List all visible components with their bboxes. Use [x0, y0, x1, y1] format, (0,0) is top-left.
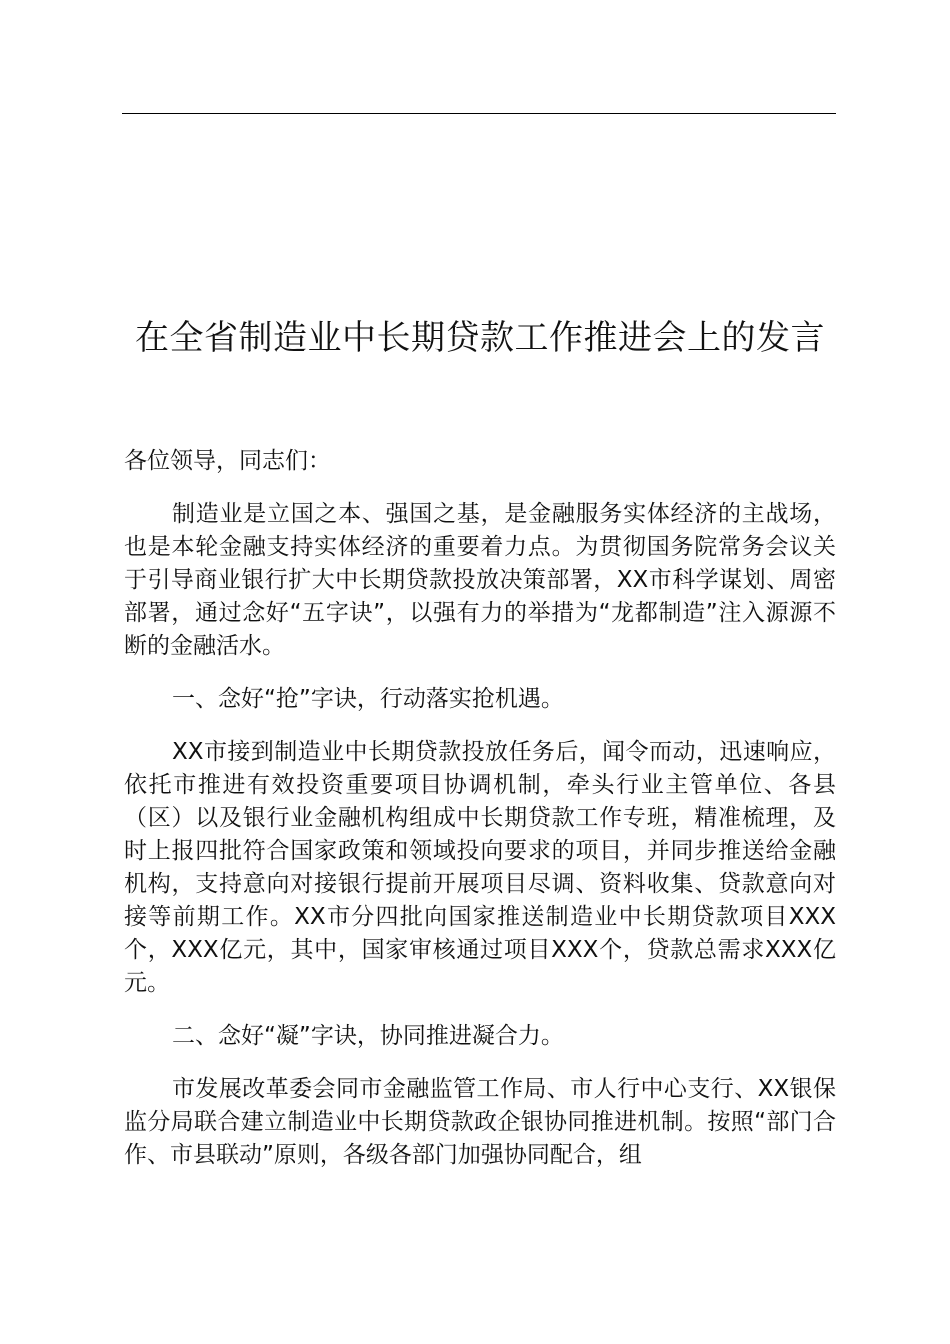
document-body — [124, 446, 836, 1172]
section-paragraph-1: XX市接到制造业中长期贷款投放任务后，闻令而动，迅速响应，依托市推进有效投资重要项目协调机制，牵头行业主管单位、各县（区）以及银行业金融机构组成中长期贷款工作专班，精准梳理，及时上报四批符合国家政策和领域投向要求的项目，并同步推送给金融机构，支持意向对接银行提前开展项目尽调、资料收集、贷款意向对接等前期工作。XX市分四批向国家推送制造业中长期贷款项目XXX个，XXX亿元，其中，国家审核通过项目XXX个，贷款总需求XXX亿元。 — [124, 739, 836, 996]
section-paragraph-2: 市发展改革委会同市金融监管工作局、市人行中心支行、XX银保监分局联合建立制造业中长期贷款政企银协同推进机制。按照“部门合作、市县联动”原则，各级各部门加强协同配合，组 — [124, 1076, 836, 1168]
header-rule — [122, 113, 836, 114]
section-heading-2: 二、念好“凝”字诀，协同推进凝合力。 — [172, 1023, 564, 1049]
greeting: 各位领导，同志们： — [124, 448, 331, 474]
section-heading-1: 一、念好“抢”字诀，行动落实抢机遇。 — [172, 686, 564, 712]
intro-paragraph: 制造业是立国之本、强国之基，是金融服务实体经济的主战场，也是本轮金融支持实体经济的重要着力点。为贯彻国务院常务会议关于引导商业银行扩大中长期贷款投放决策部署，XX市科学谋划、周密部署，通过念好“五字诀”，以强有力的举措为“龙都制造”注入源源不断的金融活水。 — [124, 501, 836, 659]
document-title: 在全省制造业中长期贷款工作推进会上的发言 — [135, 318, 825, 358]
